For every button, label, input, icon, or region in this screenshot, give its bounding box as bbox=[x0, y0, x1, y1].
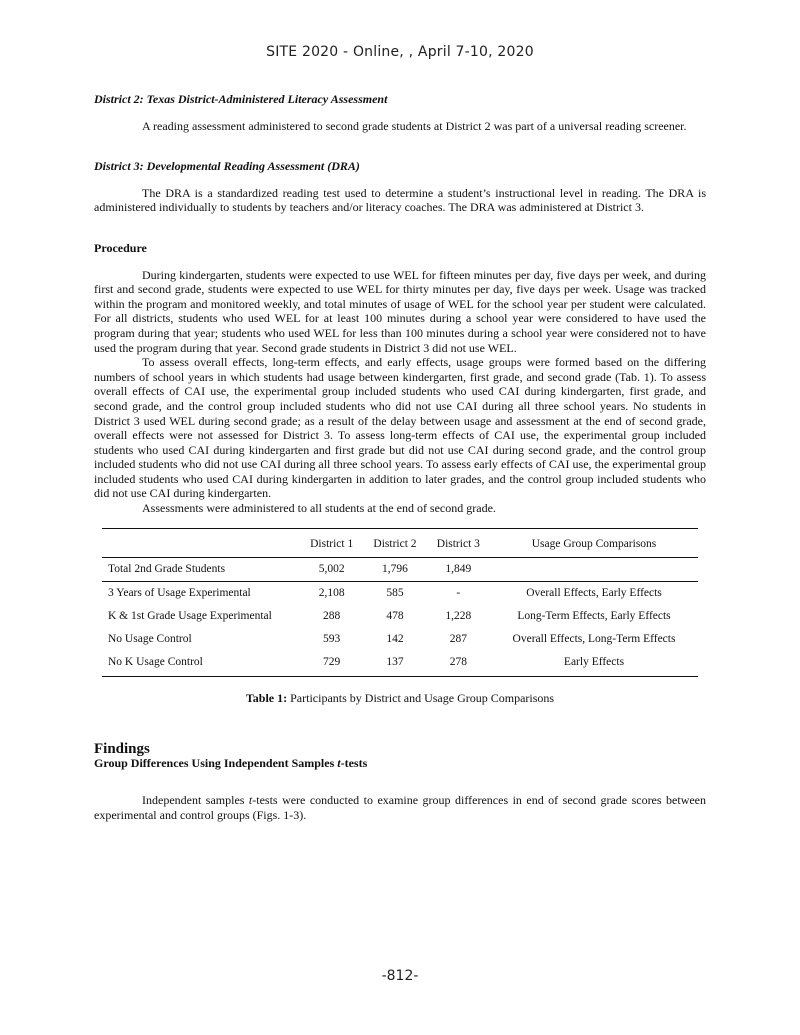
table-header-cell: District 1 bbox=[300, 528, 363, 558]
procedure-heading: Procedure bbox=[94, 240, 147, 255]
table-cell bbox=[490, 558, 698, 582]
table-cell: 1,796 bbox=[363, 558, 426, 582]
table-cell: 142 bbox=[386, 633, 404, 646]
table-cell: 3 Years of Usage Experimental bbox=[108, 587, 251, 600]
table-cell: No K Usage Control bbox=[102, 651, 300, 677]
findings-subheading bbox=[94, 756, 706, 771]
table-cell: 729 bbox=[300, 651, 363, 677]
table-caption-label: Table 1: bbox=[245, 691, 288, 706]
page-content bbox=[94, 92, 706, 822]
table-row bbox=[102, 651, 698, 677]
table-cell: 288 bbox=[323, 610, 341, 623]
table-cell: 2,108 bbox=[318, 587, 345, 600]
table-row bbox=[102, 582, 698, 606]
district3-heading: District 3: Developmental Reading Assessment (DRA) bbox=[94, 159, 360, 174]
table-cell: 1,849 bbox=[427, 558, 490, 582]
table-header-cell bbox=[102, 528, 300, 558]
findings-heading: Findings bbox=[94, 740, 150, 757]
table-row bbox=[102, 558, 698, 582]
findings-subheading-post: -tests bbox=[340, 756, 368, 771]
table-cell: 585 bbox=[386, 587, 404, 600]
table-cell: 287 bbox=[449, 633, 467, 646]
table-cell: No Usage Control bbox=[108, 633, 192, 646]
procedure-paragraph-3: Assessments were administered to all students at the end of second grade. bbox=[142, 501, 496, 516]
procedure-paragraph-2: To assess overall effects, long-term effects, and early effects, usage groups were formed based on the differing numbers of school years in which students had usage between kindergarten, first grade, and second grade (Tab. 1). To assess overall effects of CAI use, the experimental group included students who used CAI during kindergarten, first grade, and second grade, and the control group included students who did not use CAI during all three school years. No students in District 3 used WEL during second grade; as a result of the delay between usage and assessment at the end of second grade, overall effects were not assessed for District 3. To assess long-term effects of CAI use, the experimental group included students who used CAI during kindergarten and first grade but did not use CAI during second grade, and the control group included students who did not use CAI during all three school years. To assess early effects of CAI use, the experimental group included students who used CAI during kindergarten in addition to later grades, and the control group included students who did not use CAI during kindergarten. bbox=[94, 355, 706, 501]
findings-subheading-pre: Group Differences Using Independent Samples bbox=[94, 756, 338, 771]
findings-body-post: -tests were conducted to examine group differences in end of second grade scores between experimental and control groups (Figs. 1-3). bbox=[94, 793, 707, 822]
findings-body-t: t bbox=[248, 793, 253, 808]
procedure-paragraph-1: During kindergarten, students were expected to use WEL for fifteen minutes per day, five days per week, and during first and second grade, students were expected to use WEL for thirty minutes per day, five days per week. Usage was tracked within the program and monitored weekly, and total minutes of usage of WEL for the school year per student were calculated. For all districts, students who used WEL for at least 100 minutes during a school year were considered to have used the program during that year; students who used WEL for less than 100 minutes during a school year were considered not to have used the program during that year. Second grade students in District 3 did not use WEL. bbox=[94, 267, 706, 355]
findings-subheading-t: t bbox=[337, 756, 341, 771]
table-cell: - bbox=[456, 587, 461, 600]
table-cell: 593 bbox=[323, 633, 341, 646]
page-number: -812- bbox=[381, 968, 419, 984]
table-cell: 5,002 bbox=[300, 558, 363, 582]
table-cell: Total 2nd Grade Students bbox=[102, 558, 300, 582]
table-cell: 478 bbox=[386, 610, 404, 623]
table-cell: K & 1st Grade Usage Experimental bbox=[108, 610, 272, 623]
participants-table bbox=[102, 528, 698, 678]
table-row bbox=[102, 605, 698, 628]
table-cell: Overall Effects, Long-Term Effects bbox=[512, 633, 676, 646]
table-header-row bbox=[102, 528, 698, 558]
table-cell: Early Effects bbox=[490, 651, 698, 677]
table-cell: 278 bbox=[427, 651, 490, 677]
district2-body: A reading assessment administered to second grade students at District 2 was part of a universal reading screener. bbox=[142, 118, 687, 133]
table-cell: Overall Effects, Early Effects bbox=[526, 587, 662, 600]
findings-body bbox=[94, 793, 706, 822]
page-header: SITE 2020 - Online, , April 7-10, 2020 bbox=[266, 44, 534, 60]
table-header-cell: District 2 bbox=[363, 528, 426, 558]
table-row bbox=[102, 628, 698, 651]
table-cell: 1,228 bbox=[445, 610, 472, 623]
table-caption bbox=[94, 691, 706, 706]
table-cell: 137 bbox=[363, 651, 426, 677]
district2-heading: District 2: Texas District-Administered Literacy Assessment bbox=[94, 92, 388, 106]
table-cell: Long-Term Effects, Early Effects bbox=[517, 610, 671, 623]
table-header-cell: District 3 bbox=[427, 528, 490, 558]
table-caption-text: Participants by District and Usage Group Comparisons bbox=[287, 691, 555, 706]
district3-body: The DRA is a standardized reading test used to determine a student’s instructional level in reading. The DRA is administered individually to students by teachers and/or literacy coaches. The DRA was administered at District 3. bbox=[94, 185, 706, 215]
findings-body-pre: Independent samples bbox=[142, 793, 249, 808]
table-header-cell: Usage Group Comparisons bbox=[490, 528, 698, 558]
